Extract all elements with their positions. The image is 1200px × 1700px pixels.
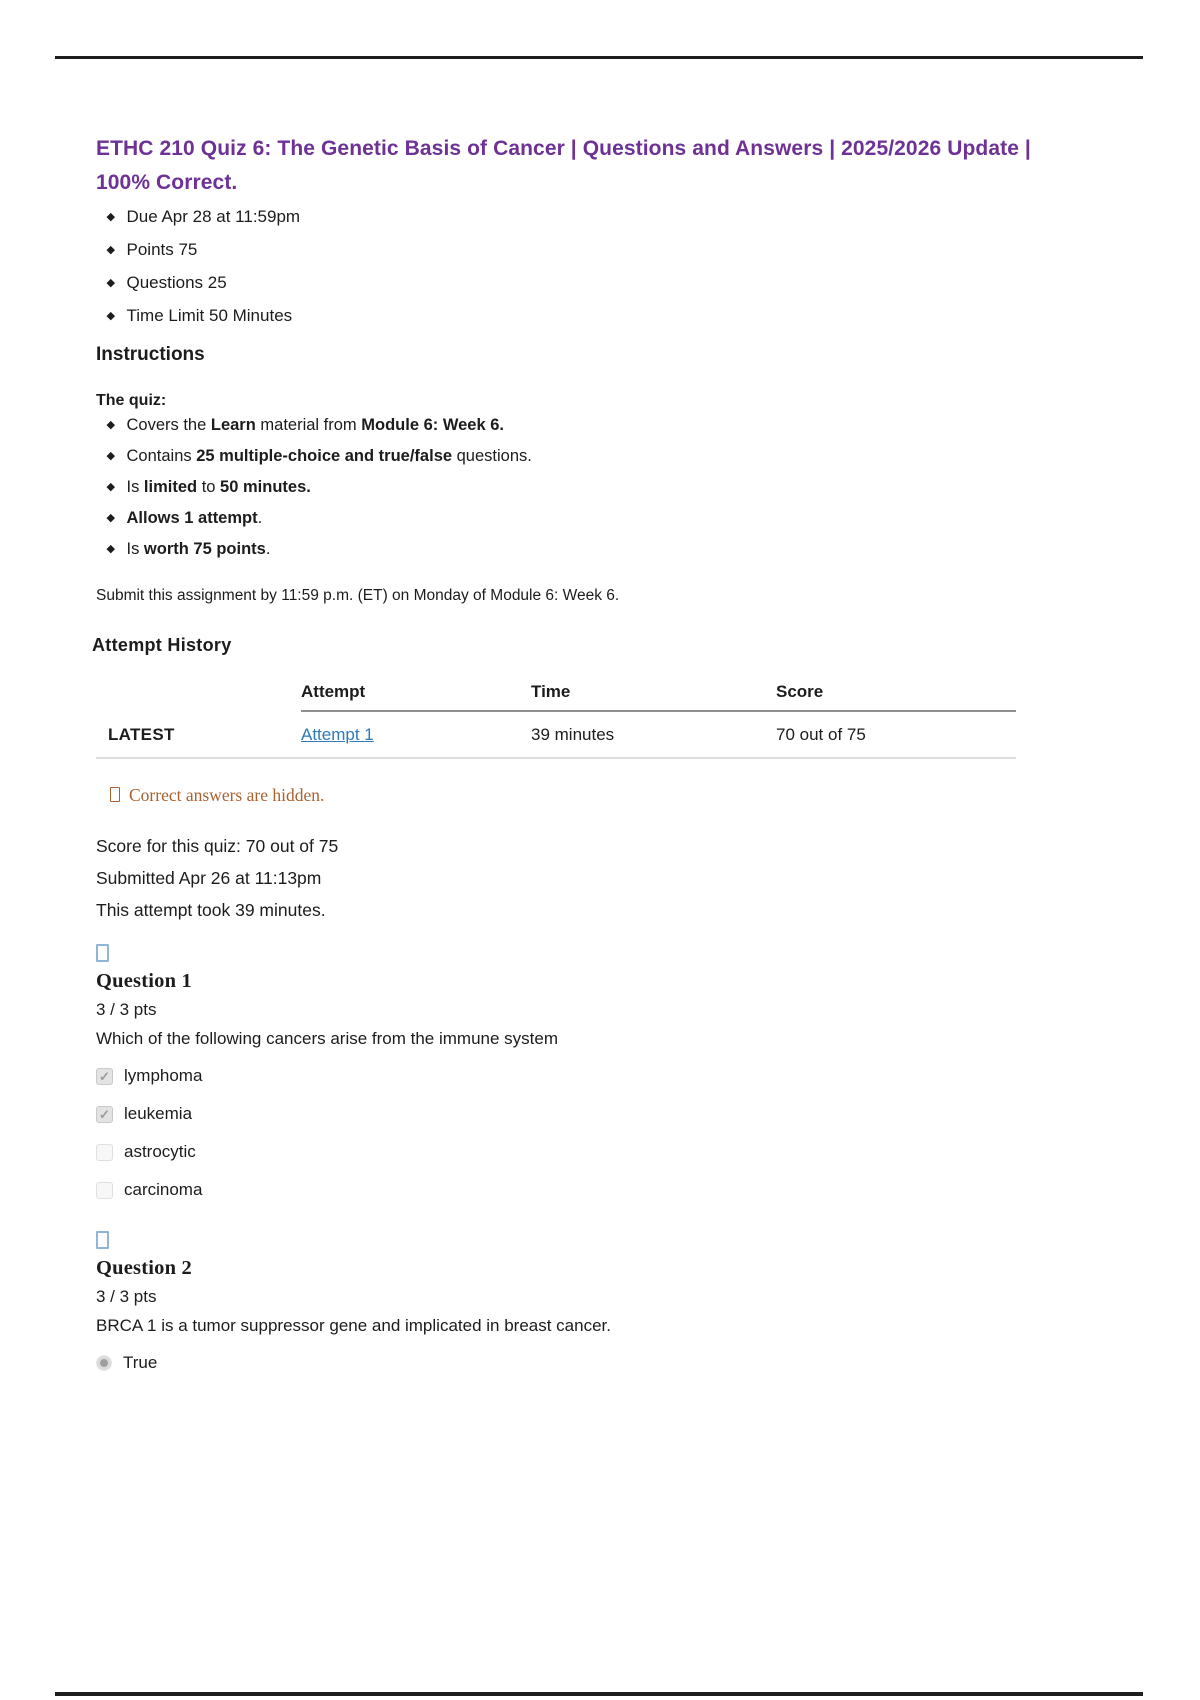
bullet-icon: [107, 421, 115, 429]
bullet-icon: [107, 483, 115, 491]
unknown-glyph-icon: [96, 944, 109, 962]
attempt-history-header-row: [96, 672, 1016, 712]
answer-option-astrocytic: [96, 1141, 1040, 1163]
column-header-time: Time: [531, 682, 571, 701]
attempt-latest-label: LATEST: [108, 724, 175, 744]
meta-questions: Questions 25: [96, 266, 1040, 299]
check-icon: ✓: [99, 1068, 110, 1084]
option-label: lymphoma: [124, 1066, 203, 1085]
bullet-icon: [107, 279, 115, 287]
bullet-icon: [107, 213, 115, 221]
bottom-divider: [55, 1692, 1143, 1696]
attempt-1-link[interactable]: Attempt 1: [301, 724, 374, 744]
answer-option-lymphoma: [96, 1065, 1040, 1087]
attempt-time-value: 39 minutes: [531, 724, 615, 744]
answer-checkbox[interactable]: [96, 1106, 113, 1123]
quiz-intro: The quiz:: [96, 392, 167, 409]
quiz-rule: Covers the Learn material from Module 6: Week 6.: [96, 410, 1040, 441]
answer-option-true: [96, 1352, 1040, 1374]
column-header-attempt: Attempt: [301, 682, 366, 701]
answer-option-leukemia: [96, 1103, 1040, 1125]
duration-line: This attempt took 39 minutes.: [96, 900, 326, 920]
instructions-heading: Instructions: [96, 344, 205, 365]
answer-checkbox[interactable]: [96, 1068, 113, 1085]
header-underline: [301, 710, 1016, 712]
quiz-rule: Is worth 75 points.: [96, 534, 1040, 565]
answer-option-carcinoma: [96, 1179, 1040, 1201]
check-icon: ✓: [99, 1106, 110, 1122]
option-label: carcinoma: [124, 1180, 203, 1199]
bullet-icon: [107, 246, 115, 254]
meta-points: Points 75: [96, 233, 1040, 266]
correct-answers-hidden-notice: Correct answers are hidden.: [96, 785, 1040, 806]
radio-dot-icon: [100, 1359, 108, 1367]
page-title: ETHC 210 Quiz 6: The Genetic Basis of Cancer | Questions and Answers | 2025/2026 Update | 100% Correct.: [96, 137, 1031, 194]
unknown-glyph-icon: [96, 1231, 109, 1249]
bullet-icon: [107, 514, 115, 522]
answer-radio[interactable]: [96, 1355, 112, 1371]
attempt-history-table: [96, 672, 1016, 759]
answer-checkbox[interactable]: [96, 1182, 113, 1199]
score-summary: [96, 830, 1040, 926]
question-2-points: 3 / 3 pts: [96, 1287, 157, 1306]
quiz-rules-list: [96, 410, 1040, 565]
option-label: leukemia: [124, 1104, 193, 1123]
question-1-text: Which of the following cancers arise from the immune system: [96, 1029, 559, 1048]
question-2-title: Question 2: [96, 1257, 192, 1279]
attempt-history-heading: Attempt History: [92, 635, 232, 655]
bullet-icon: [107, 452, 115, 460]
column-header-score: Score: [776, 682, 824, 701]
attempt-history-row: [96, 712, 1016, 759]
quiz-meta-list: [96, 200, 1040, 332]
score-line: Score for this quiz: 70 out of 75: [96, 836, 339, 856]
submitted-line: Submitted Apr 26 at 11:13pm: [96, 868, 322, 888]
bullet-icon: [107, 545, 115, 553]
meta-time-limit: Time Limit 50 Minutes: [96, 299, 1040, 332]
question-1-points: 3 / 3 pts: [96, 1000, 157, 1019]
attempt-score-value: 70 out of 75: [776, 724, 866, 744]
submit-note: Submit this assignment by 11:59 p.m. (ET) on Monday of Module 6: Week 6.: [96, 587, 620, 604]
bullet-icon: [107, 312, 115, 320]
quiz-rule: Is limited to 50 minutes.: [96, 472, 1040, 503]
quiz-rule: Allows 1 attempt.: [96, 503, 1040, 534]
meta-due-date: Due Apr 28 at 11:59pm: [96, 200, 1040, 233]
question-2-text: BRCA 1 is a tumor suppressor gene and implicated in breast cancer.: [96, 1316, 611, 1335]
option-label: True: [123, 1353, 158, 1372]
quiz-rule: Contains 25 multiple-choice and true/false questions.: [96, 441, 1040, 472]
answer-checkbox[interactable]: [96, 1144, 113, 1161]
top-divider: [55, 56, 1143, 59]
question-1-title: Question 1: [96, 970, 192, 992]
hidden-answers-icon: [110, 787, 120, 802]
option-label: astrocytic: [124, 1142, 196, 1161]
